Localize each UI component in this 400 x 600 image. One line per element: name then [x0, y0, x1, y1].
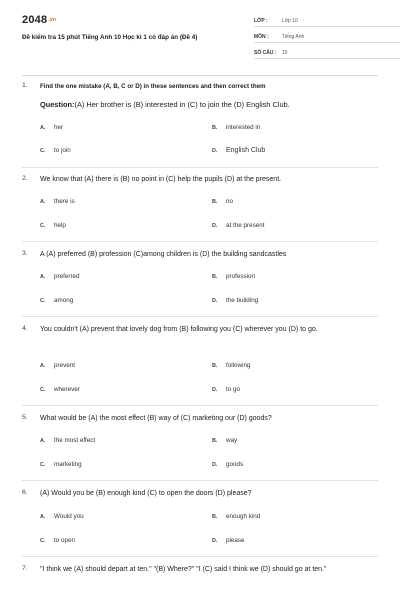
option-a[interactable]: A. prevent: [40, 362, 76, 369]
option-a[interactable]: A. Would you: [40, 513, 84, 520]
option-d[interactable]: D. at the present: [212, 222, 265, 229]
meta-row-subject: [254, 30, 400, 43]
question-number: 1.: [22, 82, 28, 89]
option-d[interactable]: D. English Club: [212, 147, 266, 154]
question-number: 2.: [22, 175, 28, 182]
meta-label: MÔN :: [254, 34, 269, 40]
question-sub-text: (A) Her brother is (B) interested in (C) to join the (D) English Club.: [74, 100, 290, 109]
meta-value: 15: [282, 50, 288, 56]
option-d[interactable]: D. goods: [212, 461, 244, 468]
document-header: [22, 0, 378, 76]
option-b[interactable]: B. way: [212, 437, 238, 444]
option-c[interactable]: C. to open: [40, 537, 76, 544]
divider: [22, 316, 378, 317]
question-text: "I think we (A) should depart at ten." "(B) Where?" "I (C) said I think we (D) should go at ten.": [40, 566, 327, 573]
question-sub-label: Question:: [40, 100, 75, 109]
divider: [22, 167, 378, 168]
meta-label: SỐ CÂU :: [254, 50, 277, 56]
option-b[interactable]: B. no: [212, 198, 234, 205]
option-c[interactable]: C. wherever: [40, 386, 80, 393]
divider: [22, 556, 378, 557]
option-b[interactable]: B. interested in: [212, 124, 261, 131]
option-d[interactable]: D. to go: [212, 386, 241, 393]
meta-value: Lớp 10: [282, 18, 298, 24]
option-a[interactable]: A. her: [40, 124, 64, 131]
option-b[interactable]: B. enough kind: [212, 513, 261, 520]
question-text: (A) Would you be (B) enough kind (C) to open the doors (D) please?: [40, 490, 252, 497]
option-d[interactable]: D. the building: [212, 297, 259, 304]
option-a[interactable]: A. there is: [40, 198, 75, 205]
question-text: What would be (A) the most effect (B) way of (C) marketing our (D) goods?: [40, 415, 272, 422]
question-number: 6.: [22, 489, 28, 496]
option-c[interactable]: C. marketing: [40, 461, 82, 468]
question-text: A (A) preferred (B) profession (C)among children is (D) the building sandcastles: [40, 251, 287, 258]
meta-info: [254, 14, 400, 62]
divider: [22, 405, 378, 406]
divider: [22, 241, 378, 242]
question-number: 7.: [22, 565, 28, 572]
question-text: Find the one mistake (A, B, C or D) in these sentences and then correct them: [40, 83, 266, 90]
meta-value: Tiếng Anh: [282, 34, 305, 40]
meta-label: LỚP :: [254, 18, 268, 24]
document-title: Đề kiểm tra 15 phút Tiếng Anh 10 Học kì 1 có đáp án (Đề 4): [22, 34, 198, 41]
question-text: We know that (A) there is (B) no point in (C) help the pupils (D) at the present.: [40, 176, 282, 183]
option-a[interactable]: A. preferred: [40, 273, 80, 280]
option-b[interactable]: B. profession: [212, 273, 256, 280]
divider: [22, 480, 378, 481]
option-d[interactable]: D. please: [212, 537, 245, 544]
question-number: 4.: [22, 325, 28, 332]
question-number: 5.: [22, 414, 28, 421]
meta-row-class: [254, 14, 400, 27]
option-b[interactable]: B. following: [212, 362, 251, 369]
question-text: You couldn't (A) prevent that lovely dog from (B) following you (C) wherever you (D) to go.: [40, 326, 318, 333]
option-c[interactable]: C. among: [40, 297, 74, 304]
question-1-sentence: [40, 100, 380, 110]
logo-domain: .vn: [48, 17, 57, 24]
question-number: 3.: [22, 250, 28, 257]
option-c[interactable]: C. help: [40, 222, 66, 229]
meta-row-count: [254, 46, 400, 59]
site-logo[interactable]: 2048.vn: [22, 14, 57, 26]
option-c[interactable]: C. to join: [40, 147, 71, 154]
option-a[interactable]: A. the most effect: [40, 437, 96, 444]
